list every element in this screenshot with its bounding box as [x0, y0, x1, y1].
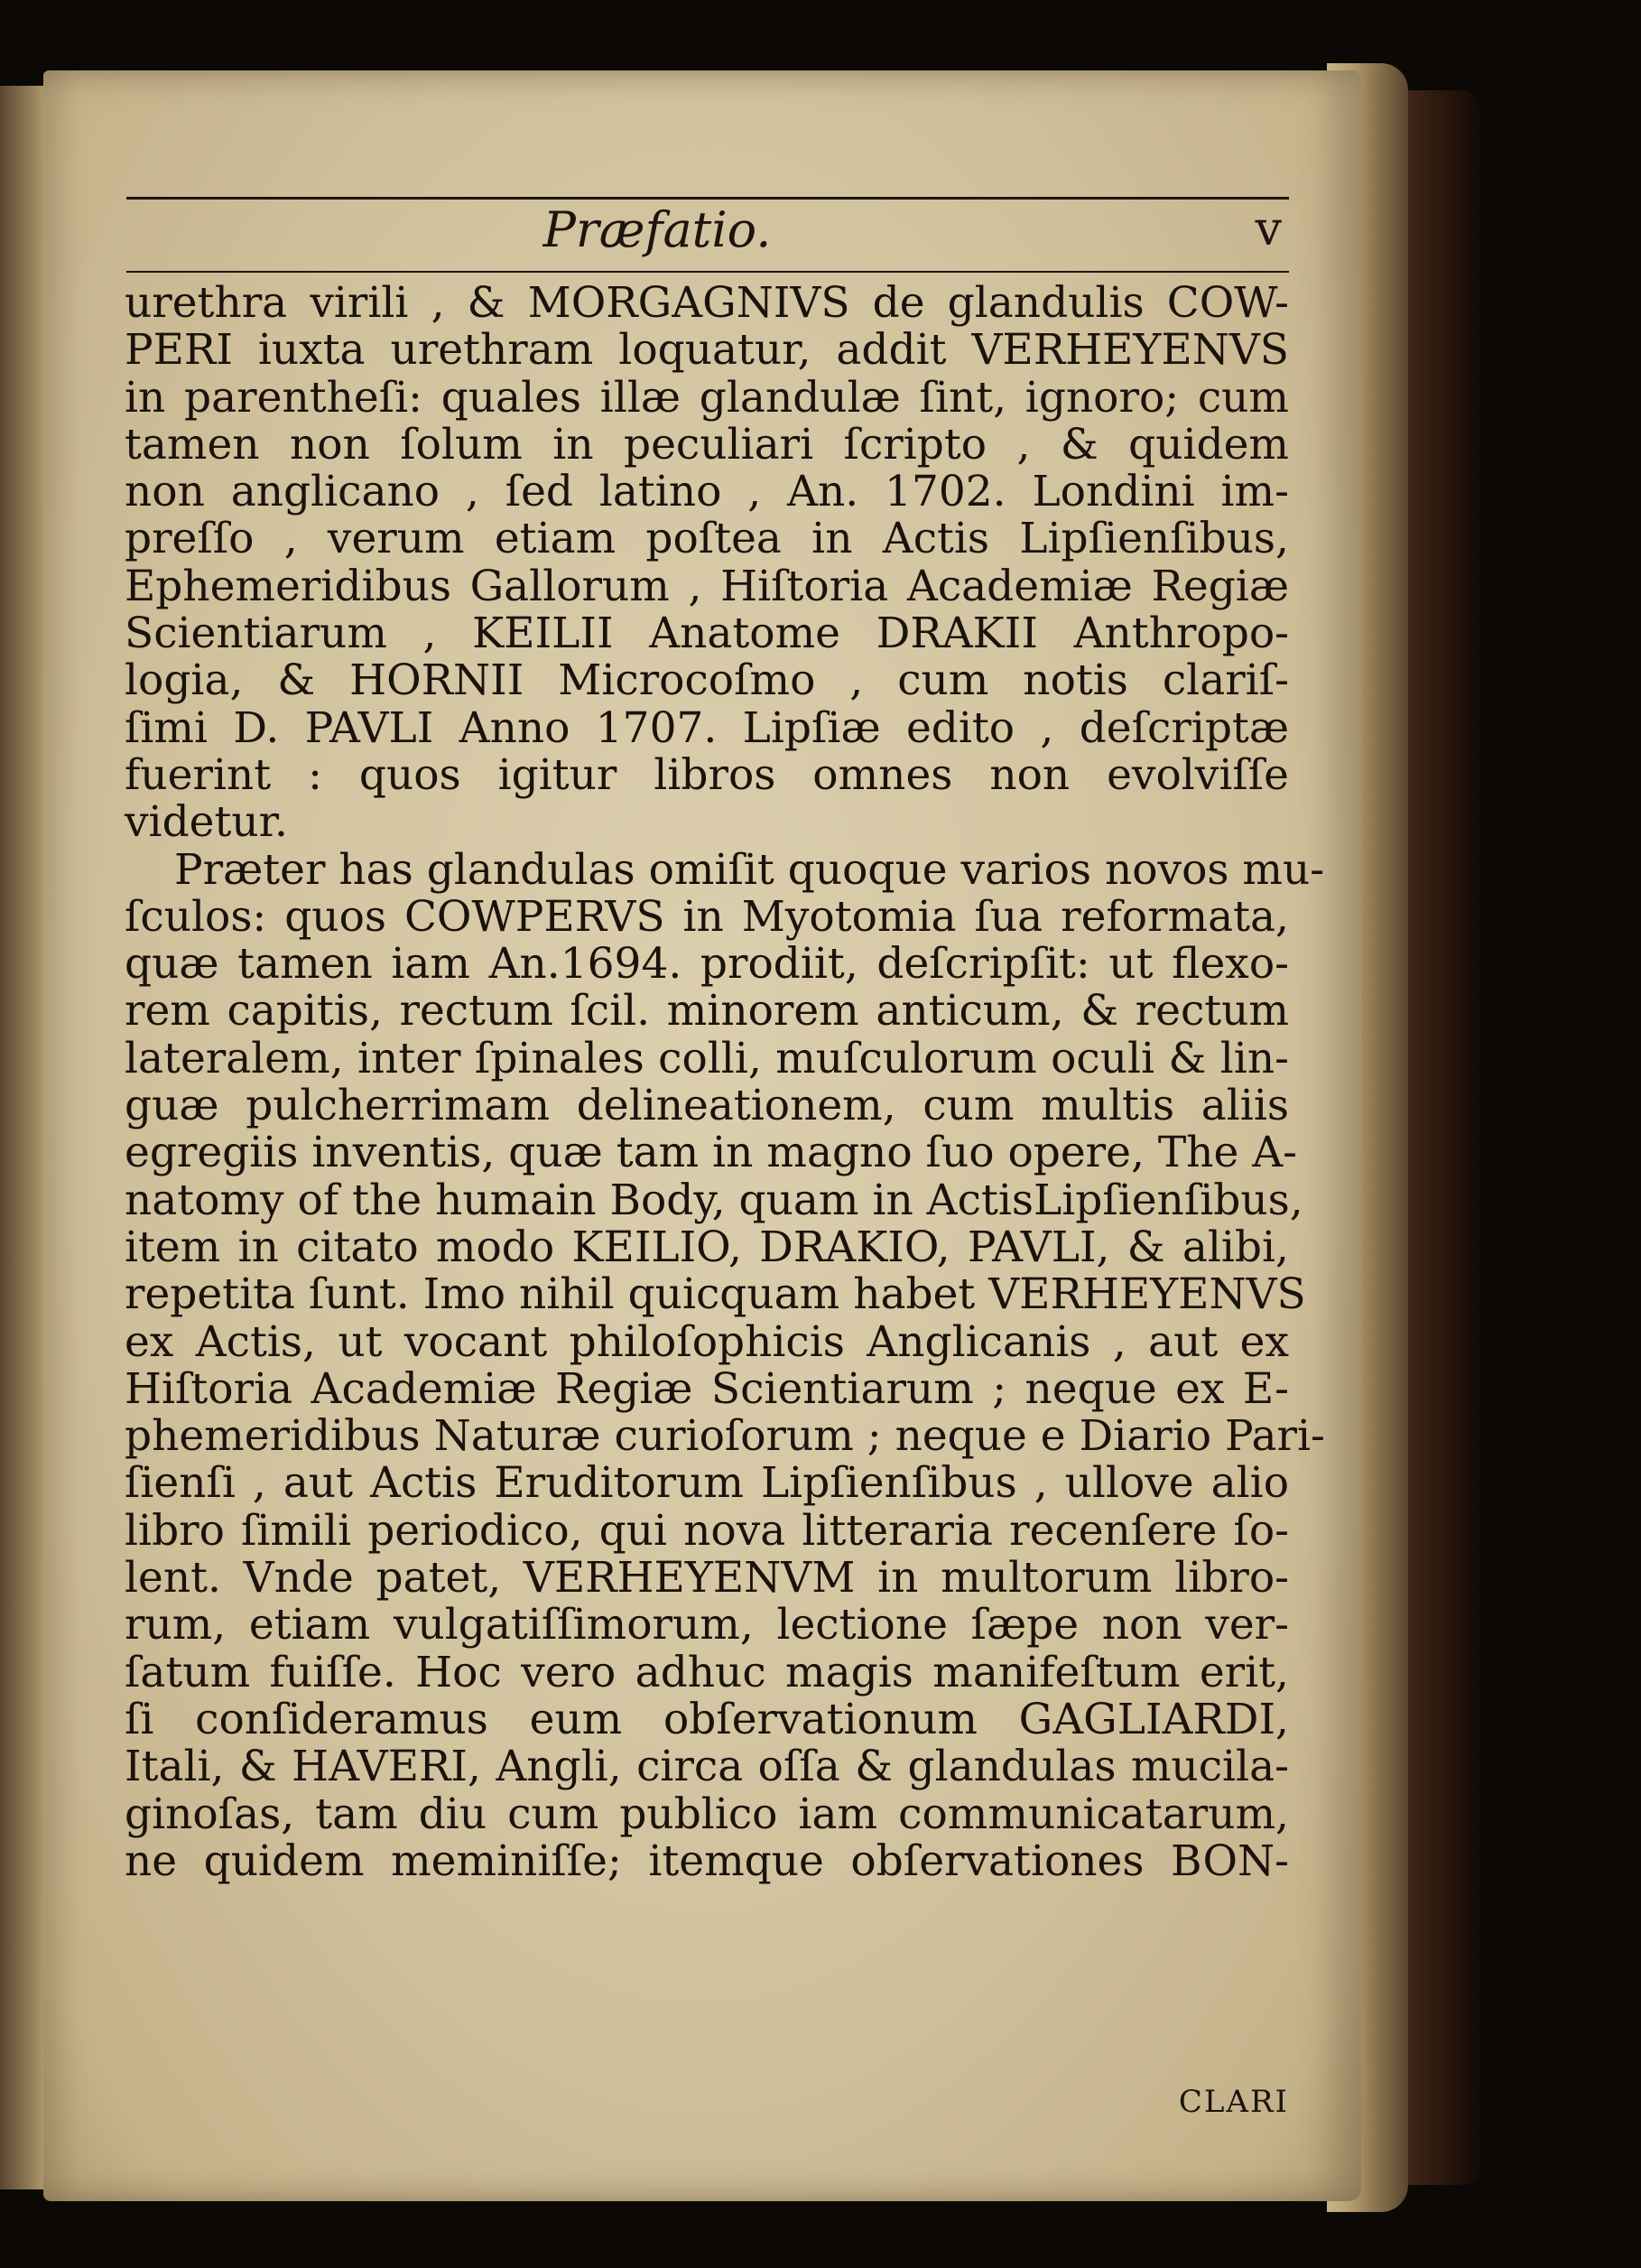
- text-line: fuerint : quos igitur libros omnes non evolviſſe: [125, 749, 1289, 800]
- text-line: ſimi D. PAVLI Anno 1707. Lipſiæ edito , deſcriptæ: [125, 702, 1289, 753]
- text-line: Præter has glandulas omiſit quoque varios novos mu-: [174, 844, 1325, 895]
- text-line: PERI iuxta urethram loquatur, addit VERHEYENVS: [125, 325, 1289, 376]
- text-line: item in citato modo KEILIO, DRAKIO, PAVLI, & alibi,: [125, 1222, 1289, 1272]
- page-number: v: [1255, 202, 1282, 256]
- header-rule-bottom: [126, 271, 1289, 273]
- text-line: natomy of the humain Body, quam in ActisLipſienſibus,: [125, 1175, 1303, 1225]
- text-line: ex Actis, ut vocant philoſophicis Anglicanis , aut ex: [125, 1316, 1289, 1367]
- body-text: [125, 278, 1325, 1886]
- catchword: CLARI: [1178, 2084, 1289, 2120]
- text-line: Hiſtoria Academiæ Regiæ Scientiarum ; neque ex E-: [125, 1363, 1289, 1414]
- text-line: Scientiarum , KEILII Anatome DRAKII Anthropo-: [125, 609, 1289, 659]
- text-line: urethra virili , & MORGAGNIVS de glandulis COW-: [125, 278, 1289, 328]
- text-line: guæ pulcherrimam delineationem, cum multis aliis: [125, 1081, 1289, 1131]
- text-line: lent. Vnde patet, VERHEYENVM in multorum libro-: [125, 1553, 1289, 1603]
- text-line: repetita ſunt. Imo nihil quicquam habet VERHEYENVS: [125, 1269, 1306, 1320]
- text-line: phemeridibus Naturæ curioſorum ; neque e Diario Pari-: [125, 1411, 1325, 1462]
- text-line: in parentheſi: quales illæ glandulæ ſint, ignoro; cum: [125, 372, 1289, 423]
- text-line: lateralem, inter ſpinales colli, muſculorum oculi & lin-: [125, 1033, 1289, 1083]
- text-line: ginoſas, tam diu cum publico iam communicatarum,: [125, 1789, 1289, 1839]
- text-line: preſſo , verum etiam poſtea in Actis Lipſienſibus,: [125, 514, 1289, 564]
- text-line: ſatum fuiſſe. Hoc vero adhuc magis manifeſtum erit,: [125, 1647, 1289, 1697]
- text-line: tamen non ſolum in peculiari ſcripto , & quidem: [125, 419, 1289, 469]
- text-line: egregiis inventis, quæ tam in magno ſuo opere, The A-: [125, 1128, 1298, 1178]
- header-rule-top: [126, 197, 1289, 200]
- text-line: logia, & HORNII Microcoſmo , cum notis clariſ-: [125, 655, 1289, 706]
- text-line: ſienſi , aut Actis Eruditorum Lipſienſibus , ullove alio: [125, 1458, 1289, 1509]
- text-line: videtur.: [125, 797, 288, 848]
- running-title: Præfatio.: [542, 201, 772, 258]
- text-line: rum, etiam vulgatiſſimorum, lectione ſæpe non ver-: [125, 1600, 1289, 1650]
- book-page: [43, 70, 1361, 2201]
- text-line: libro ſimili periodico, qui nova litteraria recenſere ſo-: [125, 1505, 1289, 1556]
- text-line: non anglicano , ſed latino , An. 1702. Londini im-: [125, 467, 1289, 517]
- text-line: ſi conſideramus eum obſervationum GAGLIARDI,: [125, 1694, 1289, 1744]
- text-line: rem capitis, rectum ſcil. minorem anticum, & rectum: [125, 986, 1289, 1036]
- text-line: ſculos: quos COWPERVS in Myotomia ſua reformata,: [125, 891, 1289, 942]
- text-line: quæ tamen iam An.1694. prodiit, deſcripſit: ut flexo-: [125, 939, 1289, 990]
- text-line: ne quidem meminiſſe; itemque obſervationes BON-: [125, 1836, 1289, 1886]
- text-line: Ephemeridibus Gallorum , Hiſtoria Academiæ Regiæ: [125, 561, 1289, 611]
- text-line: Itali, & HAVERI, Angli, circa oſſa & glandulas mucila-: [125, 1742, 1289, 1792]
